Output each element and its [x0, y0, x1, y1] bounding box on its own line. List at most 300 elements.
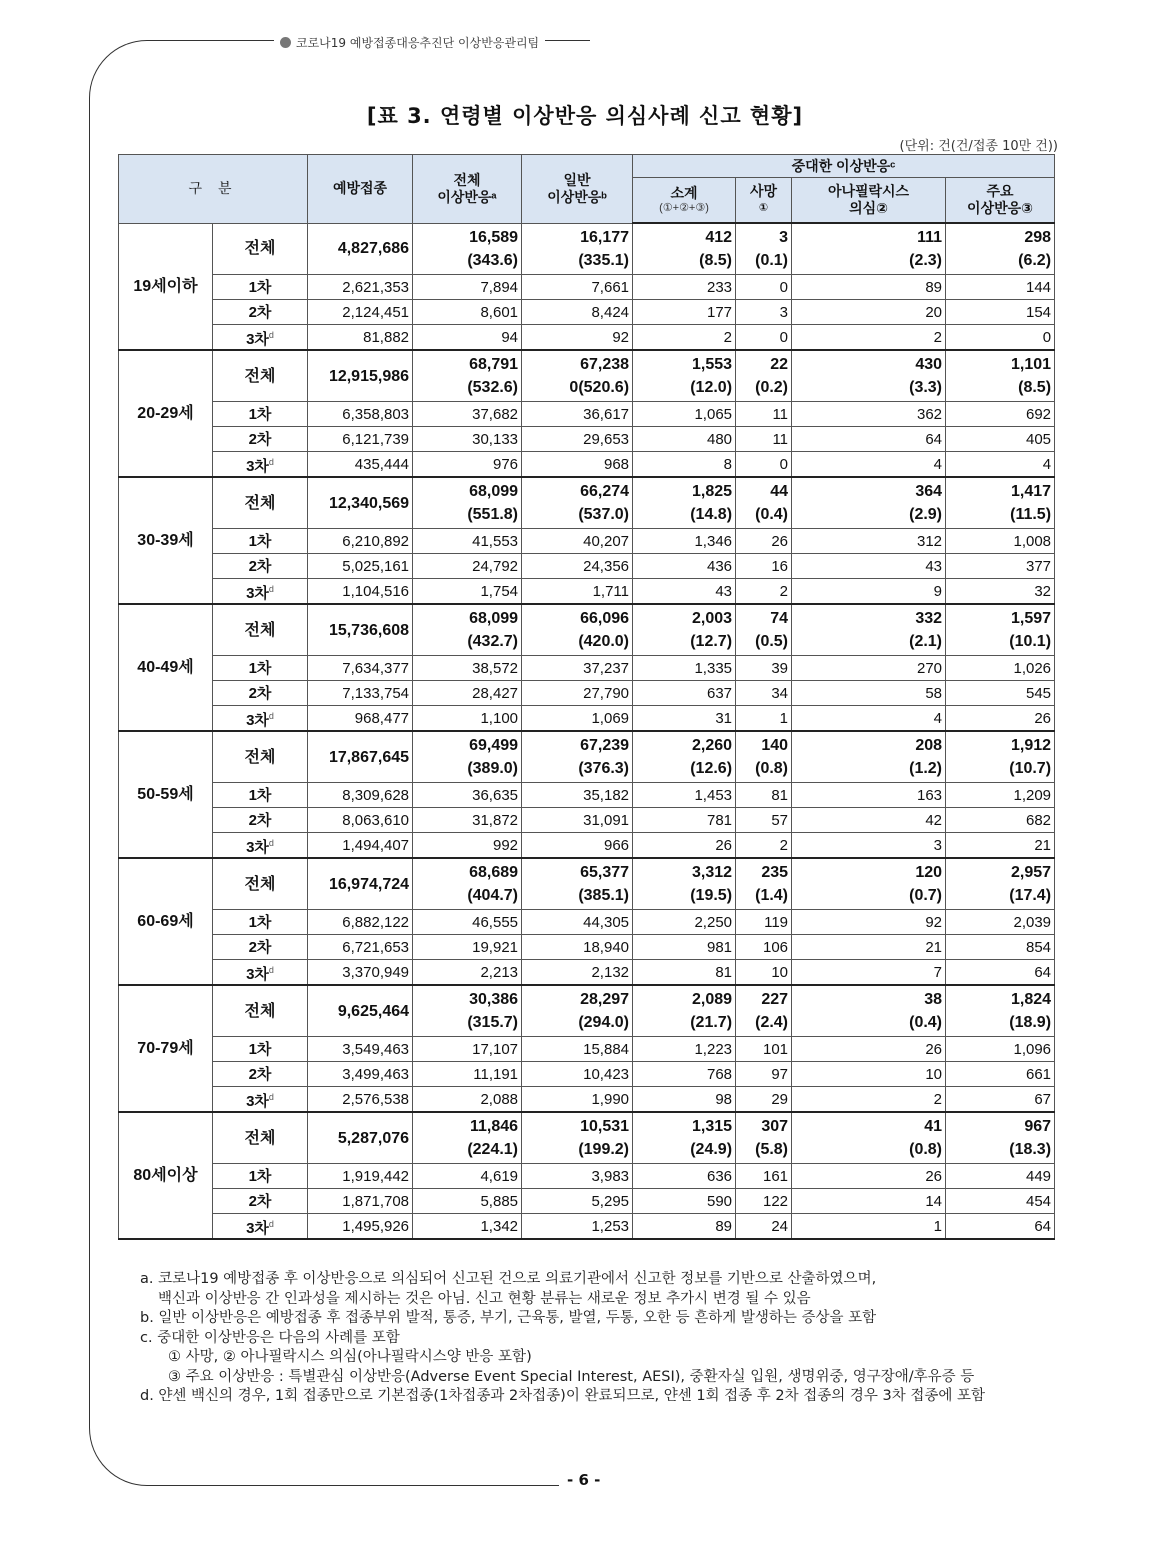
cell-total-ae: [413, 223, 522, 275]
table-row: [119, 477, 1055, 529]
dose-cell: [213, 604, 308, 656]
dose-label: 1차: [248, 278, 272, 296]
cell-anaphylaxis: 64: [792, 427, 946, 452]
cell-anaphylaxis: [792, 985, 946, 1037]
footnote-line: b. 일반 이상반응은 예방접종 후 접종부위 발적, 통증, 부기, 근육통, 발열, 두통, 오한 등 흔하게 발생하는 증상을 포함: [140, 1310, 877, 1326]
cell-count: 332: [915, 610, 943, 627]
cell-major-ae: 692: [946, 402, 1055, 427]
cell-anaphylaxis: 26: [792, 1037, 946, 1062]
cell-total-ae: 31,872: [413, 808, 522, 833]
cell-anaphylaxis: 3: [792, 833, 946, 859]
cell-general-ae: [522, 477, 633, 529]
cell-rate: (10.1): [1009, 633, 1052, 650]
table-row: [119, 275, 1055, 300]
cell-anaphylaxis: 58: [792, 681, 946, 706]
dose-cell: [213, 1087, 308, 1113]
cell-major-ae: 21: [946, 833, 1055, 859]
table-title: [표 3. 연령별 이상반응 의심사례 신고 현황]: [366, 104, 804, 128]
age-group-cell: 60-69세: [119, 858, 213, 985]
cell-anaphylaxis: 1: [792, 1214, 946, 1240]
age-group-cell: 30-39세: [119, 477, 213, 604]
dose-label: 3차: [246, 584, 269, 602]
cell-rate: (404.7): [467, 887, 519, 904]
cell-general-ae: 36,617: [522, 402, 633, 427]
table-row: [119, 1112, 1055, 1164]
cell-count: 3: [779, 229, 789, 246]
cell-general-ae: [522, 1112, 633, 1164]
cell-death: 11: [736, 402, 792, 427]
table-row: [119, 604, 1055, 656]
cell-rate: (10.7): [1009, 760, 1052, 777]
running-header: [274, 34, 545, 51]
cell-vaccinations: 81,882: [308, 325, 413, 351]
cell-count: 235: [761, 864, 789, 881]
dose-label: 2차: [248, 557, 272, 575]
table-row: [119, 1189, 1055, 1214]
cell-total-ae: 11,191: [413, 1062, 522, 1087]
cell-count: 67,239: [580, 737, 630, 754]
cell-vaccinations: 6,121,739: [308, 427, 413, 452]
table-row: [119, 1164, 1055, 1189]
cell-rate: (343.6): [467, 251, 519, 269]
dose-label: 전체: [244, 748, 276, 766]
cell-death: [736, 731, 792, 783]
header-text: 코로나19 예방접종대응추진단 이상반응관리팀: [296, 36, 540, 50]
cell-vaccinations: 968,477: [308, 706, 413, 732]
cell-vaccinations: 3,370,949: [308, 960, 413, 986]
table-row: [119, 910, 1055, 935]
cell-anaphylaxis: 2: [792, 1087, 946, 1113]
cell-death: 10: [736, 960, 792, 986]
dose-cell: [213, 1189, 308, 1214]
cell-anaphylaxis: 42: [792, 808, 946, 833]
col-major-ae: [946, 178, 1055, 224]
cell-subtotal: 89: [633, 1214, 736, 1240]
cell-vaccinations: 6,882,122: [308, 910, 413, 935]
cell-count: 1,101: [1010, 356, 1052, 373]
cell-count: 66,096: [580, 610, 630, 627]
dose-cell: [213, 1214, 308, 1240]
cell-rate: (18.9): [1009, 1014, 1052, 1031]
cell-total-ae: [413, 1112, 522, 1164]
cell-count: 227: [761, 991, 789, 1008]
cell-death: [736, 858, 792, 910]
dose-cell: [213, 910, 308, 935]
cell-total-ae: [413, 350, 522, 402]
dose-cell: [213, 1062, 308, 1087]
cell-anaphylaxis: 20: [792, 300, 946, 325]
cell-death: [736, 1112, 792, 1164]
cell-subtotal: 177: [633, 300, 736, 325]
dose-cell: [213, 427, 308, 452]
cell-anaphylaxis: 312: [792, 529, 946, 554]
cell-major-ae: 449: [946, 1164, 1055, 1189]
cell-major-ae: 1,026: [946, 656, 1055, 681]
cell-count: 68,099: [469, 483, 519, 500]
cell-count: 298: [1024, 229, 1052, 246]
cell-rate: (0.5): [755, 633, 789, 650]
cell-rate: (5.8): [755, 1141, 789, 1158]
cell-anaphylaxis: 92: [792, 910, 946, 935]
cell-count: 68,791: [469, 356, 519, 373]
cell-subtotal: 43: [633, 579, 736, 605]
cell-rate: (0.7): [909, 887, 943, 904]
cell-major-ae: 405: [946, 427, 1055, 452]
cell-subtotal: 8: [633, 452, 736, 478]
table-row: [119, 706, 1055, 732]
cell-rate: (532.6): [467, 379, 519, 396]
cell-anaphylaxis: 2: [792, 325, 946, 351]
col-category: 구 분: [119, 155, 308, 224]
cell-vaccinations: 17,867,645: [308, 731, 413, 783]
dose-label: 2차: [248, 938, 272, 956]
cell-total-ae: 8,601: [413, 300, 522, 325]
table-row: [119, 858, 1055, 910]
dose-cell: [213, 808, 308, 833]
table-row: [119, 960, 1055, 986]
cell-death: 57: [736, 808, 792, 833]
cell-rate: (0.8): [755, 760, 789, 777]
cell-death: 26: [736, 529, 792, 554]
dose-cell: [213, 477, 308, 529]
cell-rate: (11.5): [1010, 506, 1052, 523]
dose-label: 전체: [244, 494, 276, 512]
cell-death: 119: [736, 910, 792, 935]
cell-death: 34: [736, 681, 792, 706]
dose-cell: [213, 300, 308, 325]
cell-rate: (1.2): [909, 760, 943, 777]
cell-general-ae: 7,661: [522, 275, 633, 300]
dose-cell: [213, 985, 308, 1037]
table-body: [119, 223, 1055, 1239]
table-row: [119, 808, 1055, 833]
cell-anaphylaxis: 7: [792, 960, 946, 986]
dose-cell: [213, 681, 308, 706]
cell-total-ae: 28,427: [413, 681, 522, 706]
cell-total-ae: 41,553: [413, 529, 522, 554]
cell-anaphylaxis: 14: [792, 1189, 946, 1214]
cell-rate: (12.6): [690, 760, 733, 777]
cell-subtotal: 1,346: [633, 529, 736, 554]
table-row: [119, 325, 1055, 351]
dose-cell: [213, 1112, 308, 1164]
footnotes: [140, 1270, 1060, 1407]
cell-general-ae: 1,069: [522, 706, 633, 732]
cell-vaccinations: 16,974,724: [308, 858, 413, 910]
cell-rate: (14.8): [690, 506, 733, 523]
cell-major-ae: 661: [946, 1062, 1055, 1087]
cell-major-ae: 454: [946, 1189, 1055, 1214]
cell-rate: (1.4): [755, 887, 789, 904]
cell-death: [736, 985, 792, 1037]
cell-total-ae: [413, 731, 522, 783]
cell-vaccinations: 7,634,377: [308, 656, 413, 681]
table-row: [119, 731, 1055, 783]
dose-footnote-mark: d: [268, 1091, 274, 1102]
cell-anaphylaxis: 26: [792, 1164, 946, 1189]
cell-total-ae: 37,682: [413, 402, 522, 427]
unit-label: (단위: 건(건/접종 10만 건)): [899, 139, 1058, 154]
dose-label: 전체: [244, 367, 276, 385]
cell-rate: (19.5): [690, 887, 733, 904]
cell-total-ae: 2,088: [413, 1087, 522, 1113]
age-group-cell: 80세이상: [119, 1112, 213, 1239]
dose-label: 전체: [244, 240, 276, 258]
cell-count: 1,824: [1010, 991, 1052, 1008]
cell-vaccinations: 6,210,892: [308, 529, 413, 554]
cell-vaccinations: 3,549,463: [308, 1037, 413, 1062]
footnote-line: d. 얀센 백신의 경우, 1회 접종만으로 기본접종(1차접종과 2차접종)이 완료되므로, 얀센 1회 접종 후 2차 접종의 경우 3차 접종에 포함: [140, 1388, 985, 1404]
cell-vaccinations: 8,309,628: [308, 783, 413, 808]
dose-footnote-mark: d: [268, 964, 274, 975]
cell-death: 97: [736, 1062, 792, 1087]
cell-rate: (0.4): [909, 1014, 943, 1031]
cell-subtotal: 2,250: [633, 910, 736, 935]
table-row: [119, 1214, 1055, 1240]
dose-label: 3차: [246, 838, 269, 856]
cell-vaccinations: 1,919,442: [308, 1164, 413, 1189]
cell-count: 11,846: [469, 1118, 519, 1135]
cell-death: 0: [736, 275, 792, 300]
dose-footnote-mark: d: [268, 456, 274, 467]
cell-general-ae: 968: [522, 452, 633, 478]
cell-count: 41: [924, 1118, 943, 1135]
cell-vaccinations: 3,499,463: [308, 1062, 413, 1087]
cell-subtotal: 2: [633, 325, 736, 351]
cell-vaccinations: 9,625,464: [308, 985, 413, 1037]
cell-count: 10,531: [580, 1118, 630, 1135]
table-row: [119, 935, 1055, 960]
cell-rate: (385.1): [578, 887, 630, 904]
cell-major-ae: 0: [946, 325, 1055, 351]
cell-general-ae: 27,790: [522, 681, 633, 706]
cell-death: 0: [736, 452, 792, 478]
cell-vaccinations: 6,721,653: [308, 935, 413, 960]
cell-count: 69,499: [469, 737, 519, 754]
cell-total-ae: [413, 858, 522, 910]
cell-major-ae: [946, 858, 1055, 910]
cell-vaccinations: 435,444: [308, 452, 413, 478]
cell-subtotal: [633, 350, 736, 402]
cell-count: 364: [915, 483, 943, 500]
cell-total-ae: 2,213: [413, 960, 522, 986]
col-general-ae-line1: 일반: [563, 171, 591, 188]
dose-cell: [213, 783, 308, 808]
table-row: [119, 833, 1055, 859]
col-total-ae-line2: 이상반응ᵃ: [437, 188, 497, 205]
table-row: [119, 223, 1055, 275]
cell-subtotal: 1,453: [633, 783, 736, 808]
cell-subtotal: 590: [633, 1189, 736, 1214]
dose-label: 3차: [246, 457, 269, 475]
dose-label: 1차: [248, 1040, 272, 1058]
cell-count: 68,099: [469, 610, 519, 627]
cell-total-ae: 36,635: [413, 783, 522, 808]
cell-death: 106: [736, 935, 792, 960]
cell-general-ae: 29,653: [522, 427, 633, 452]
dose-label: 1차: [248, 1167, 272, 1185]
bullet-icon: [280, 37, 291, 48]
cell-major-ae: 26: [946, 706, 1055, 732]
dose-footnote-mark: d: [268, 710, 274, 721]
col-major-ae-line1: 주요: [986, 183, 1014, 199]
cell-rate: (2.3): [909, 252, 943, 269]
dose-cell: [213, 223, 308, 275]
cell-vaccinations: 2,124,451: [308, 300, 413, 325]
cell-anaphylaxis: 43: [792, 554, 946, 579]
table-row: [119, 1087, 1055, 1113]
cell-general-ae: 18,940: [522, 935, 633, 960]
cell-major-ae: [946, 477, 1055, 529]
dose-footnote-mark: d: [268, 583, 274, 594]
cell-major-ae: 854: [946, 935, 1055, 960]
cell-rate: (21.7): [690, 1014, 733, 1031]
cell-general-ae: [522, 985, 633, 1037]
cell-subtotal: 26: [633, 833, 736, 859]
age-group-cell: 20-29세: [119, 350, 213, 477]
cell-anaphylaxis: 9: [792, 579, 946, 605]
dose-cell: [213, 858, 308, 910]
table-row: [119, 579, 1055, 605]
cell-general-ae: [522, 731, 633, 783]
dose-label: 1차: [248, 659, 272, 677]
dose-label: 전체: [244, 875, 276, 893]
cell-rate: (0.1): [755, 252, 789, 269]
cell-total-ae: 94: [413, 325, 522, 351]
cell-vaccinations: 4,827,686: [308, 223, 413, 275]
cell-vaccinations: 7,133,754: [308, 681, 413, 706]
dose-cell: [213, 656, 308, 681]
cell-vaccinations: 1,495,926: [308, 1214, 413, 1240]
col-subtotal-label: 소계: [670, 185, 698, 201]
cell-subtotal: [633, 223, 736, 275]
cell-anaphylaxis: [792, 604, 946, 656]
cell-total-ae: 17,107: [413, 1037, 522, 1062]
cell-total-ae: [413, 477, 522, 529]
cell-count: 111: [917, 229, 943, 246]
dose-label: 2차: [248, 1065, 272, 1083]
cell-major-ae: 682: [946, 808, 1055, 833]
cell-count: 430: [915, 356, 943, 373]
cell-vaccinations: 12,915,986: [308, 350, 413, 402]
col-total-ae: [413, 155, 522, 224]
cell-rate: (0.2): [755, 379, 789, 396]
dose-label: 1차: [248, 532, 272, 550]
cell-subtotal: [633, 477, 736, 529]
cell-count: 1,912: [1010, 737, 1052, 754]
dose-cell: [213, 1037, 308, 1062]
cell-total-ae: 976: [413, 452, 522, 478]
dose-label: 전체: [244, 621, 276, 639]
cell-vaccinations: 2,576,538: [308, 1087, 413, 1113]
cell-death: [736, 350, 792, 402]
dose-label: 전체: [244, 1129, 276, 1147]
age-group-cell: 70-79세: [119, 985, 213, 1112]
cell-rate: (376.3): [578, 760, 630, 777]
dose-footnote-mark: d: [268, 837, 274, 848]
cell-general-ae: [522, 223, 633, 275]
cell-death: 161: [736, 1164, 792, 1189]
cell-subtotal: 81: [633, 960, 736, 986]
cell-vaccinations: 1,871,708: [308, 1189, 413, 1214]
cell-rate: (2.1): [909, 633, 943, 650]
cell-count: 208: [915, 737, 943, 754]
cell-count: 3,312: [691, 864, 733, 881]
cell-anaphylaxis: 270: [792, 656, 946, 681]
cell-death: 1: [736, 706, 792, 732]
cell-count: 1,825: [691, 483, 733, 500]
cell-anaphylaxis: 4: [792, 706, 946, 732]
cell-rate: (8.5): [699, 252, 733, 269]
dose-cell: [213, 731, 308, 783]
cell-subtotal: [633, 604, 736, 656]
cell-rate: (2.9): [909, 506, 943, 523]
dose-cell: [213, 275, 308, 300]
cell-total-ae: 30,133: [413, 427, 522, 452]
dose-footnote-mark: d: [268, 329, 274, 340]
dose-label: 2차: [248, 684, 272, 702]
cell-count: 140: [761, 737, 789, 754]
cell-anaphylaxis: [792, 350, 946, 402]
cell-total-ae: 38,572: [413, 656, 522, 681]
cell-count: 28,297: [580, 991, 630, 1008]
cell-major-ae: [946, 604, 1055, 656]
cell-major-ae: 4: [946, 452, 1055, 478]
cell-rate: (199.2): [578, 1141, 630, 1158]
dose-cell: [213, 529, 308, 554]
dose-footnote-mark: d: [268, 1218, 274, 1229]
cell-subtotal: [633, 858, 736, 910]
cell-general-ae: 31,091: [522, 808, 633, 833]
cell-major-ae: 545: [946, 681, 1055, 706]
cell-count: 1,597: [1010, 610, 1052, 627]
cell-death: 39: [736, 656, 792, 681]
cell-vaccinations: 1,104,516: [308, 579, 413, 605]
cell-death: 24: [736, 1214, 792, 1240]
cell-anaphylaxis: 89: [792, 275, 946, 300]
cell-general-ae: [522, 604, 633, 656]
col-anaphylaxis-line1: 아나필락시스: [827, 183, 910, 199]
cell-rate: (335.1): [578, 251, 630, 269]
dose-label: 1차: [248, 405, 272, 423]
footnote-line: ③ 주요 이상반응 : 특별관심 이상반응(Adverse Event Special Interest, AESI), 중환자실 입원, 생명위중, 영구장애/후유증 등: [168, 1368, 975, 1385]
age-group-cell: 19세이하: [119, 223, 213, 350]
cell-count: 412: [705, 229, 733, 246]
cell-count: 967: [1024, 1118, 1052, 1135]
cell-subtotal: 781: [633, 808, 736, 833]
table-row: [119, 1037, 1055, 1062]
cell-subtotal: [633, 985, 736, 1037]
cell-rate: (389.0): [467, 760, 519, 777]
dose-label: 2차: [248, 1192, 272, 1210]
cell-subtotal: 31: [633, 706, 736, 732]
cell-general-ae: 8,424: [522, 300, 633, 325]
cell-count: 2,003: [691, 610, 733, 627]
age-group-cell: 40-49세: [119, 604, 213, 731]
cell-total-ae: 1,342: [413, 1214, 522, 1240]
cell-count: 30,386: [469, 991, 519, 1008]
cell-vaccinations: 5,025,161: [308, 554, 413, 579]
cell-major-ae: 377: [946, 554, 1055, 579]
cell-rate: (224.1): [467, 1141, 519, 1158]
cell-anaphylaxis: [792, 1112, 946, 1164]
cell-major-ae: [946, 985, 1055, 1037]
cell-rate: (0.4): [755, 506, 789, 523]
cell-subtotal: 637: [633, 681, 736, 706]
cell-rate: 0(520.6): [569, 379, 630, 396]
cell-death: 16: [736, 554, 792, 579]
cell-anaphylaxis: 362: [792, 402, 946, 427]
